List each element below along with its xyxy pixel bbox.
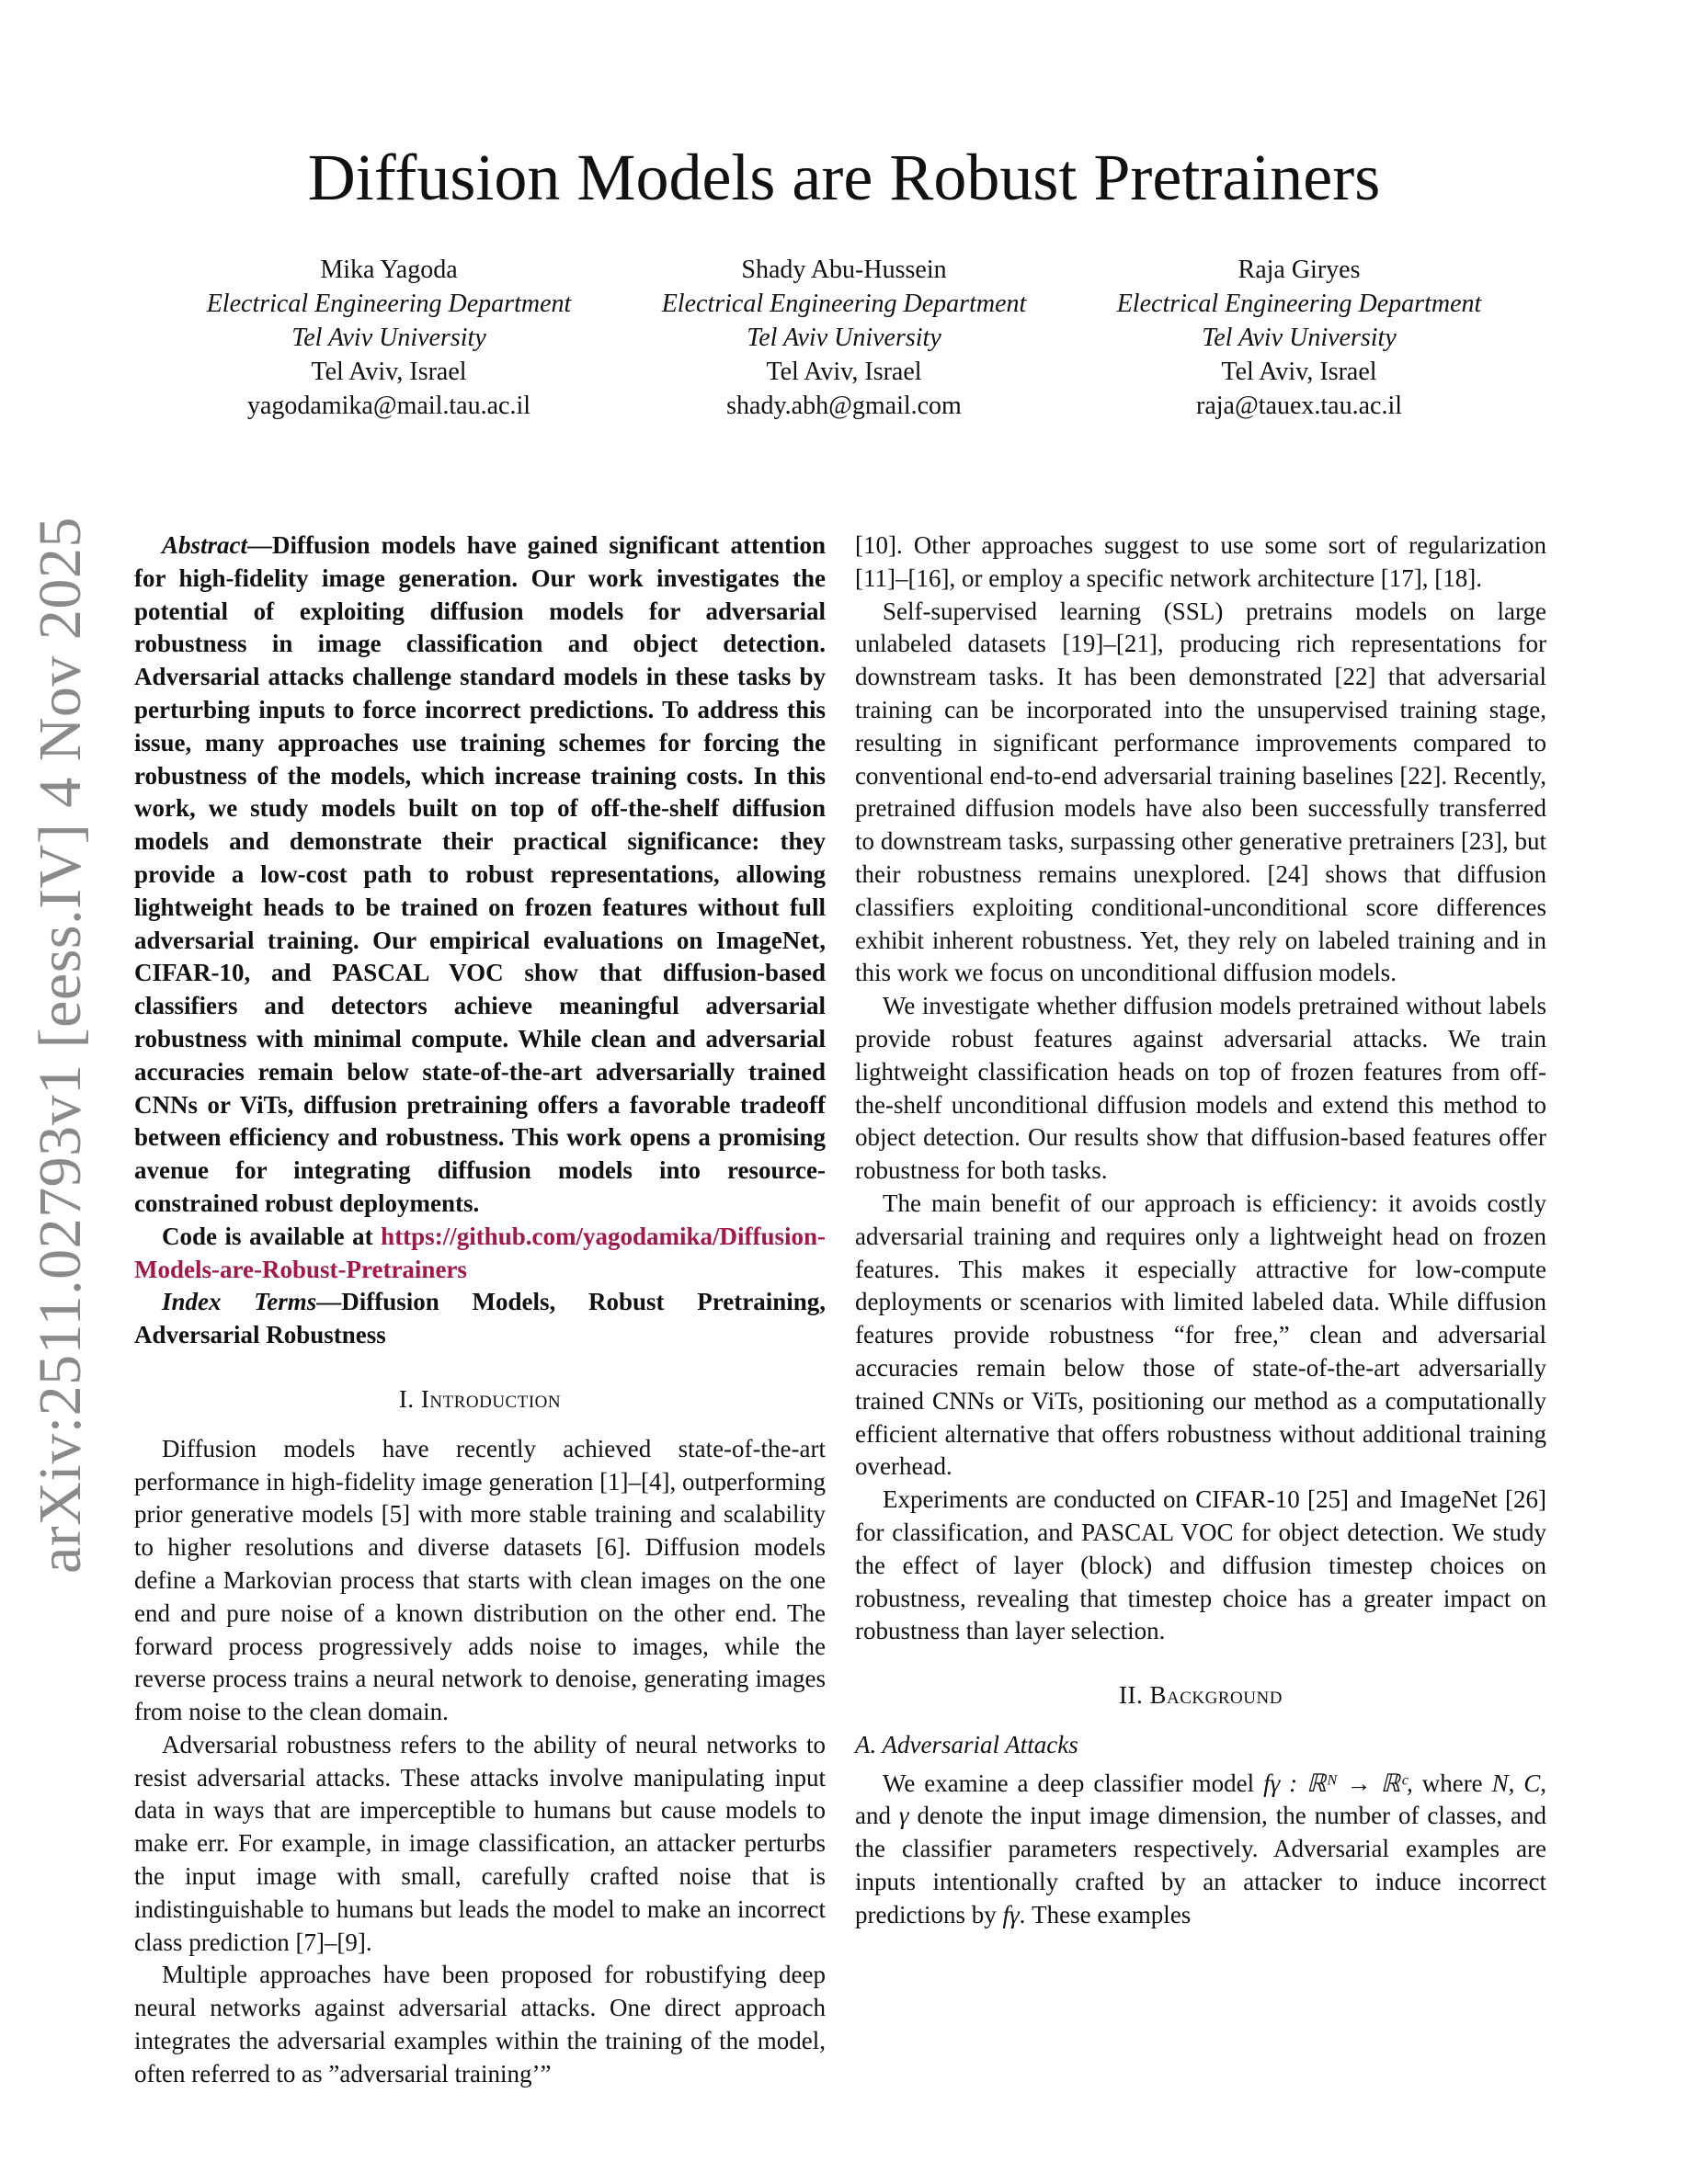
author-location: Tel Aviv, Israel xyxy=(311,358,467,386)
author-university: Tel Aviv University xyxy=(1202,324,1397,352)
text-run: where xyxy=(1412,1769,1492,1797)
subsection-heading-adversarial-attacks: A. Adversarial Attacks xyxy=(855,1730,1078,1758)
author-email[interactable]: raja@tauex.tau.ac.il xyxy=(1196,392,1402,420)
author-name: Raja Giryes xyxy=(1237,256,1361,284)
section-heading-background: II. Background xyxy=(1119,1681,1283,1710)
author-department: Electrical Engineering Department xyxy=(206,290,572,318)
author-2 xyxy=(617,253,1072,423)
author-email[interactable]: yagodamika@mail.tau.ac.il xyxy=(246,392,530,420)
intro-paragraph: The main benefit of our approach is efficiency: it avoids costly adversarial training and requires only a lightweight head on frozen features. This makes it especially attractive for low-compute deployments or scenarios with limited labeled data. While diffusion features provide robustness “for free,” clean and adversarial accuracies remain below those of state-of-the-art adversarially trained CNNs or ViTs, positioning our method as a computationally efficient alternative that offers robustness without additional training overhead. xyxy=(855,1189,1546,1481)
abstract-label: Abstract xyxy=(162,531,248,559)
author-block xyxy=(0,253,1688,423)
author-university: Tel Aviv University xyxy=(291,324,486,352)
intro-paragraph: Adversarial robustness refers to the ability of neural networks to resist adversarial attacks. These attacks involve manipulating input data in ways that are imperceptible to humans but cause models to make err. For example, in image classification, an attacker perturbs the input image with small, carefully crafted noise that is indistinguishable to humans but leads the model to make an incorrect class prediction [7]–[9]. xyxy=(134,1730,826,1956)
math-symbol: γ xyxy=(898,1802,909,1830)
text-run: , xyxy=(1508,1769,1524,1797)
index-terms-text: Diffusion Models, Robust Pretraining, Adversarial Robustness xyxy=(134,1288,826,1349)
author-location: Tel Aviv, Israel xyxy=(1221,358,1377,386)
text-run: . These examples xyxy=(1019,1900,1192,1928)
intro-paragraph: Multiple approaches have been proposed for robustifying deep neural networks against adversarial attacks. One direct approach integrates the adversarial examples within the training of the model, often referred to as ”adversarial training’” xyxy=(134,1961,826,2087)
author-name: Shady Abu-Hussein xyxy=(741,256,947,284)
math-symbol: C xyxy=(1523,1769,1541,1797)
code-link[interactable]: https://github.com/yagodamika/Diffusion-Models-are-Robust-Pretrainers xyxy=(134,1222,826,1283)
math-symbol: N xyxy=(1491,1769,1509,1797)
author-email[interactable]: shady.abh@gmail.com xyxy=(726,392,962,420)
intro-paragraph: We investigate whether diffusion models pretrained without labels provide robust features against adversarial attacks. We train lightweight classification heads on top of frozen features from off-the-shelf unconditional diffusion models and extend this method to object detection. Our results show that diffusion-based features offer robustness for both tasks. xyxy=(855,992,1546,1185)
index-terms-label: Index Terms xyxy=(162,1288,317,1316)
author-department: Electrical Engineering Department xyxy=(1116,290,1482,318)
author-university: Tel Aviv University xyxy=(747,324,941,352)
intro-paragraph: Diffusion models have recently achieved state-of-the-art performance in high-fidelity image generation [1]–[4], outperforming prior generative models [5] with more stable training and scalability to higher resolutions and diverse datasets [6]. Diffusion models define a Markovian process that starts with clean images on the one end and pure noise of a known distribution on the other end. The forward process progressively adds noise to images, while the reverse process trains a neural network to denoise, generating images from noise to the clean domain. xyxy=(134,1434,826,1726)
arxiv-stamp: arXiv:2511.02793v1 [eess.IV] 4 Nov 2025 xyxy=(27,517,94,1574)
abstract-text: Diffusion models have gained significant attention for high-fidelity image generation. Our work investigates the potential of exploiting diffusion models for adversarial robustness in image classification and object detection. Adversarial attacks challenge standard models in these tasks by perturbing inputs to force incorrect predictions. To address this issue, many approaches use training schemes for forcing the robustness of the models, which increase training costs. In this work, we study models built on top of off-the-shelf diffusion models and demonstrate their practical significance: they provide a low-cost path to robust representations, allowing lightweight heads to be trained on frozen features without full adversarial training. Our empirical evaluations on ImageNet, CIFAR-10, and PASCAL VOC show that diffusion-based classifiers and detectors achieve meaningful adversarial robustness with minimal compute. While clean and adversarial accuracies remain below state-of-the-art adversarially trained CNNs or ViTs, diffusion pretraining offers a favorable tradeoff between efficiency and robustness. This work opens a promising avenue for integrating diffusion models into resource-constrained robust deployments. xyxy=(134,531,826,1217)
math-symbol: fγ xyxy=(1002,1900,1020,1928)
text-run: , and xyxy=(855,1769,1547,1830)
text-run: denote the input image dimension, the number of classes, and the classifier parameters respectively. Adversarial examples are inputs intentionally crafted by an attacker to induce incorrect predictions by xyxy=(855,1802,1547,1928)
author-3 xyxy=(1072,253,1527,423)
author-1 xyxy=(162,253,617,423)
intro-paragraph: Self-supervised learning (SSL) pretrains models on large unlabeled datasets [19]–[21], producing rich representations for downstream tasks. It has been demonstrated [22] that adversarial training can be incorporated into the unsupervised training stage, resulting in significant performance improvements compared to conventional end-to-end adversarial training baselines [22]. Recently, pretrained diffusion models have also been successfully transferred to downstream tasks, surpassing other generative pretrainers [23], but their robustness remains unexplored. [24] shows that diffusion classifiers exploiting conditional-unconditional score differences exhibit inherent robustness. Yet, they rely on labeled training and in this work we focus on unconditional diffusion models. xyxy=(855,597,1546,987)
text-run: We examine a deep classifier model xyxy=(883,1769,1264,1797)
intro-paragraph-continued: [10]. Other approaches suggest to use some sort of regularization [11]–[16], or employ a specific network architecture [17], [18]. xyxy=(855,531,1546,592)
code-availability xyxy=(134,1221,826,1287)
author-department: Electrical Engineering Department xyxy=(661,290,1027,318)
code-prefix: Code is available at xyxy=(162,1222,382,1250)
right-column xyxy=(855,529,1546,1932)
paper-title: Diffusion Models are Robust Pretrainers xyxy=(307,141,1381,214)
math-expression: fγ : ℝᴺ → ℝᶜ, xyxy=(1263,1769,1413,1797)
index-terms: Index Terms—Diffusion Models, Robust Pretraining, Adversarial Robustness xyxy=(134,1288,826,1349)
author-name: Mika Yagoda xyxy=(320,256,458,284)
intro-paragraph: Experiments are conducted on CIFAR-10 [25] and ImageNet [26] for classification, and PASCAL VOC for object detection. We study the effect of layer (block) and diffusion timestep choices on robustness, revealing that timestep choice has a greater impact on robustness than layer selection. xyxy=(855,1485,1546,1645)
background-paragraph xyxy=(855,1768,1546,1932)
author-location: Tel Aviv, Israel xyxy=(766,358,922,386)
abstract-paragraph: Abstract—Diffusion models have gained significant attention for high-fidelity image generation. Our work investigates the potential of exploiting diffusion models for adversarial robustness in image classification and object detection. Adversarial attacks challenge standard models in these tasks by perturbing inputs to force incorrect predictions. To address this issue, many approaches use training schemes for forcing the robustness of the models, which increase training costs. In this work, we study models built on top of off-the-shelf diffusion models and demonstrate their practical significance: they provide a low-cost path to robust representations, allowing lightweight heads to be trained on frozen features without full adversarial training. Our empirical evaluations on ImageNet, CIFAR-10, and PASCAL VOC show that diffusion-based classifiers and detectors achieve meaningful adversarial robustness with minimal compute. While clean and adversarial accuracies remain below state-of-the-art adversarially trained CNNs or ViTs, diffusion pretraining offers a favorable tradeoff between efficiency and robustness. This work opens a promising avenue for integrating diffusion models into resource-constrained robust deployments. xyxy=(134,531,826,1217)
section-heading-introduction: I. Introduction xyxy=(398,1384,562,1413)
left-column xyxy=(134,529,826,2091)
